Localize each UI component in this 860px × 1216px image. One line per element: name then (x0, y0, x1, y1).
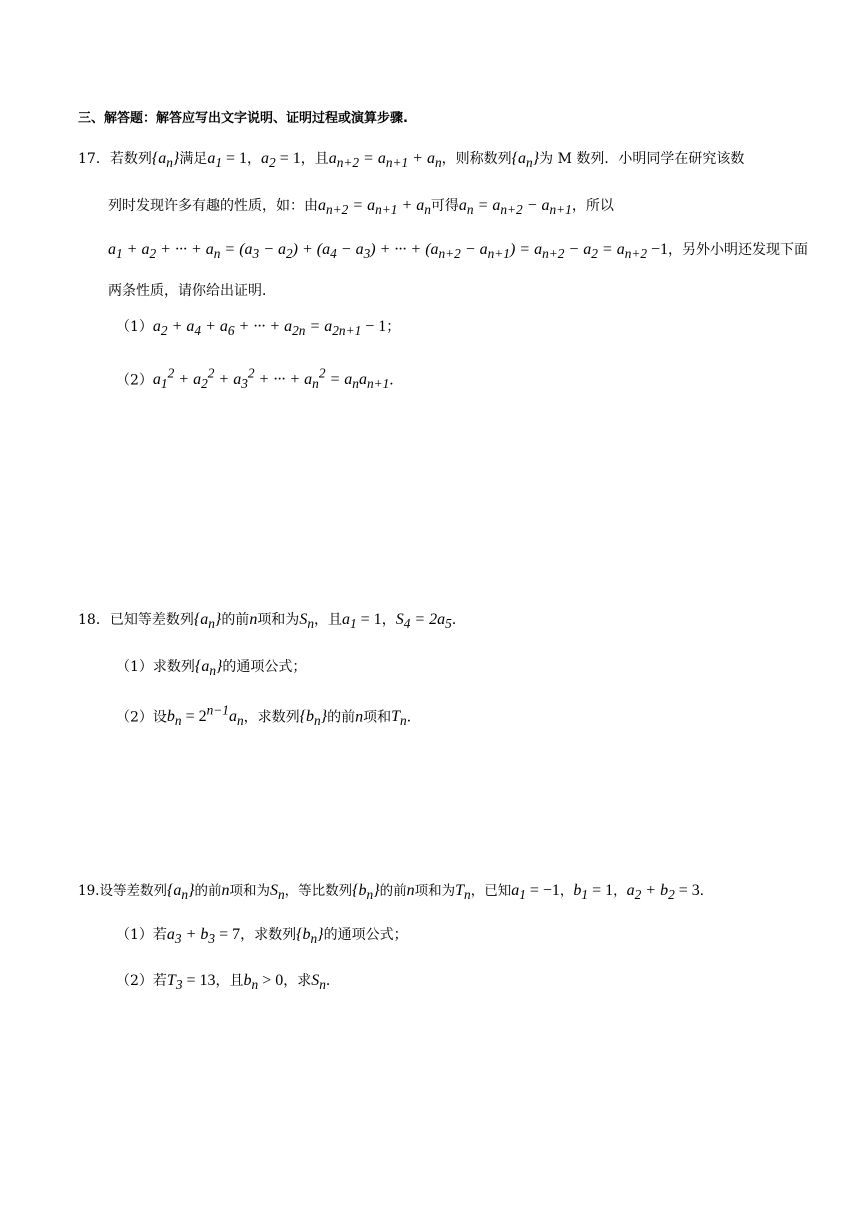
q18-text: ， (381, 612, 396, 628)
q19-part-1 (116, 925, 408, 949)
math: $T_n$ (455, 882, 471, 903)
q19-text: ，且 (215, 973, 244, 989)
math: $S_n$ (269, 882, 285, 903)
q18-part-1 (116, 657, 306, 681)
q19-text: ，求 (283, 973, 312, 989)
q19-text: 项和为 (414, 883, 456, 899)
math: n (406, 882, 415, 899)
math: $a_1 + a_2$ + ··· + $a_n = (a_3 - a_2) + (a_4 - a_3)$ + ··· + $(a_{n+2} - a_{n+1}) = a_{n+2} - a_2 = a_{n+2} -1$ (108, 241, 669, 262)
q17-text: ，且 (300, 151, 329, 167)
q17-text: 列时发现许多有趣的性质，如：由 (108, 198, 318, 214)
q19-text: 设等差数列 (99, 883, 167, 899)
q19-text: 的前 (194, 883, 222, 899)
q18-text: 已知等差数列 (109, 612, 194, 628)
math: $a_2 = 1$ (261, 150, 301, 171)
q17-text: 为 M 数列．小明同学在研究该数 (539, 151, 745, 167)
q18-text: ． (406, 709, 421, 726)
math: $b_1 = 1$ (573, 882, 614, 903)
q18-text: 求数列 (152, 659, 195, 675)
math: $\{a_n\}$ (166, 882, 195, 903)
q18-text: 的前 (327, 709, 356, 726)
q19-text: 的通项公式； (323, 927, 408, 943)
q17-line-1 (78, 149, 744, 173)
math: $a_n = a_{n+2} - a_{n+1}$ (458, 197, 572, 218)
math: $T_n$ (391, 708, 407, 729)
part-label: （1） (116, 659, 153, 675)
q19-text: ，已知 (470, 883, 512, 899)
math: $a_2 + a_4 + a_6$ + ··· + $a_{2n} = a_{2n+1} - 1$ (152, 318, 387, 339)
math: $a_3 + b_3 = 7$ (166, 926, 241, 947)
q17-text: 可得 (430, 198, 459, 214)
q17-text: 若数列 (109, 151, 152, 167)
q19-text: ， (559, 883, 574, 899)
math: $\{b_n\}$ (299, 708, 328, 729)
math: $\{a_n\}$ (511, 150, 540, 171)
math: $\{a_n\}$ (151, 150, 180, 171)
q17-text: ； (386, 319, 401, 335)
math: $S_n$ (311, 972, 326, 993)
part-label: （1） (116, 319, 153, 335)
q18-line-1 (78, 610, 466, 634)
math: $\{a_n\}$ (193, 611, 222, 632)
math: $a_{n+2} = a_{n+1} + a_n$ (318, 197, 431, 218)
math: $T_3 = 13$ (166, 972, 216, 993)
q17-part-1 (116, 317, 400, 341)
part-label: （2） (116, 372, 153, 389)
q17-text: ，所以 (571, 198, 614, 214)
q19-number: 19. (78, 883, 100, 899)
math: $a_2 + b_2 = 3$ (626, 882, 700, 903)
q18-text: ，求数列 (243, 709, 300, 726)
q19-text: ． (325, 973, 340, 989)
math: $\{b_n\}$ (352, 882, 380, 903)
q17-line-4: 两条性质，请你给出证明． (108, 283, 276, 299)
q18-text: 项和为 (257, 612, 300, 628)
math: $a_{n+2} = a_{n+1} + a_n$ (328, 150, 442, 171)
q19-text: ，求数列 (240, 927, 297, 943)
math: $b_n = 2^{n-1}a_n$ (166, 703, 244, 729)
math: n (221, 882, 230, 899)
math: $S_n$ (299, 611, 314, 632)
q17-text: ， (247, 151, 262, 167)
math: $S_4 = 2a_5$ (395, 611, 452, 632)
q18-part-2 (116, 701, 421, 732)
q19-line-1 (78, 881, 713, 905)
q18-text: ，且 (313, 612, 342, 628)
q18-text: 设 (152, 709, 167, 726)
math: $a_1^2 + a_2^2 + a_3^2$ + ··· + $a_n^2 = a_na_{n+1}$ (152, 366, 390, 392)
q17-text: ． (389, 372, 404, 389)
q18-text: 的前 (221, 612, 250, 628)
q19-text: 若 (152, 973, 167, 989)
q18-text: 的通项公式； (222, 659, 307, 675)
q17-line-2 (108, 196, 614, 220)
q17-text: ，另外小明还发现下面 (668, 242, 809, 258)
part-label: （2） (116, 709, 153, 726)
section-heading: 三、解答题：解答应写出文字说明、证明过程或演算步骤. (78, 111, 408, 126)
q17-text: ，则称数列 (441, 151, 512, 167)
math: $a_1 = 1$ (341, 611, 382, 632)
q19-part-2 (116, 971, 340, 995)
q19-text: ． (699, 883, 714, 899)
q18-text: 项和 (363, 709, 392, 726)
math: $a_1 = 1$ (207, 150, 248, 171)
q18-text: ． (451, 612, 466, 628)
q19-text: ，等比数列 (284, 883, 353, 899)
q17-text: 满足 (179, 151, 208, 167)
math: $\{b_n\}$ (296, 926, 324, 947)
math: $b_n > 0$ (243, 972, 284, 993)
q19-text: 项和为 (229, 883, 270, 899)
part-label: （1） (116, 927, 153, 943)
q19-text: 若 (152, 927, 167, 943)
part-label: （2） (116, 973, 153, 989)
q18-number: 18． (78, 612, 110, 628)
math: $\{a_n\}$ (194, 658, 223, 679)
math: $a_1 = -1$ (511, 882, 560, 903)
q19-text: ， (613, 883, 627, 899)
q19-text: 的前 (379, 883, 407, 899)
q17-line-3 (108, 240, 808, 264)
math: n (355, 708, 364, 726)
q17-part-2 (116, 364, 403, 395)
math: n (249, 611, 258, 628)
q17-number: 17． (78, 151, 110, 167)
